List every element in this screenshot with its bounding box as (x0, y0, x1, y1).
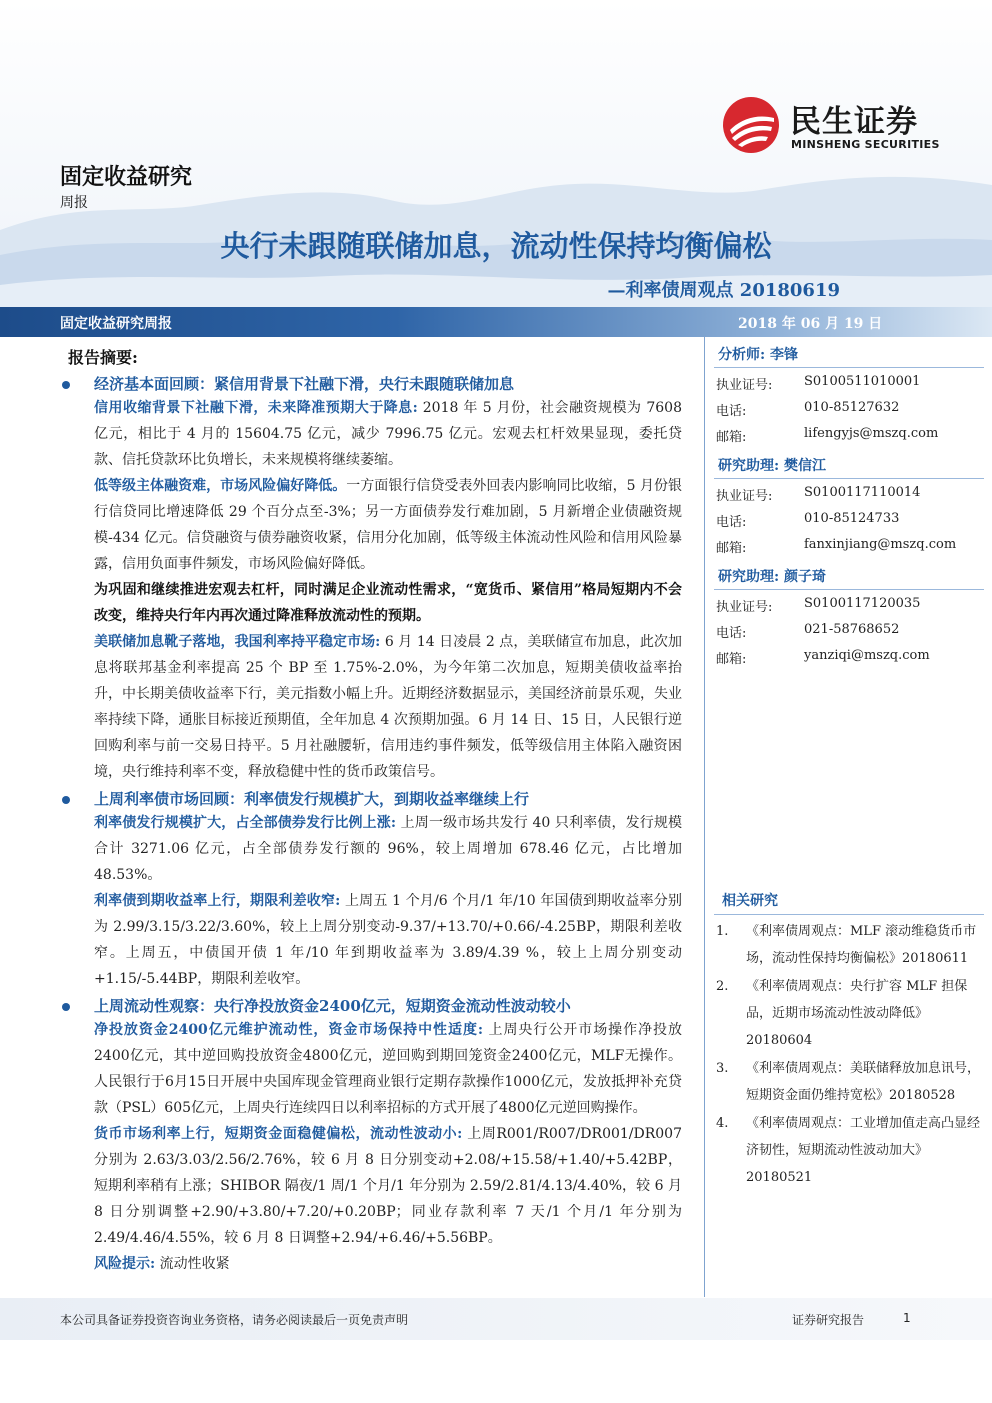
cert-label: 执业证号: (716, 489, 773, 504)
footer-disclaimer: 本公司具备证券投资咨询业务资格，请务必阅读最后一页免责声明 (60, 1313, 409, 1327)
paragraph: 低等级主体融资难，市场风险偏好降低。一方面银行信贷受表外回表内影响同比收缩，5 月份银行信贷同比增速降低 29 个百分点至-3%；另一方面债券发行难加剧，5 月新增企业债融资规模-434 亿元。信贷融资与债券融资收紧，信用分化加剧，低等级主体流动性风险和信用风险暴露，信用负面事件频发，市场风险偏好降低。 (94, 478, 682, 572)
related-item[interactable]: 2. 《利率债周观点：央行扩容 MLF 担保品，近期市场流动性波动降低》20180604 (716, 979, 968, 1048)
email-address[interactable]: yanziqi@mszq.com (804, 648, 930, 663)
related-item[interactable]: 4. 《利率债周观点：工业增加值走高凸显经济韧性，短期流动性波动加大》20180521 (716, 1116, 981, 1185)
tel-label: 电话: (716, 404, 747, 419)
analyst-name: 颜子琦 (784, 569, 827, 585)
report-type: 周报 (60, 195, 88, 211)
related-item[interactable]: 3. 《利率债周观点：美联储释放加息讯号，短期资金面仍维持宽松》20180528 (716, 1061, 981, 1103)
analyst-role: 研究助理: 樊信江 (714, 452, 984, 479)
related-item[interactable]: 1. 《利率债周观点：MLF 滚动维稳货币市场，流动性保持均衡偏松》20180611 (716, 924, 977, 966)
mail-label: 邮箱: (716, 430, 747, 445)
minsheng-logo-icon (722, 96, 780, 154)
tel-number: 021-58768652 (804, 622, 900, 637)
brand-name-en: MINSHENG SECURITIES (791, 138, 940, 151)
report-title: 央行未跟随联储加息，流动性保持均衡偏松 (220, 229, 772, 263)
analyst-sidebar (714, 341, 984, 674)
bullet-icon (62, 381, 70, 389)
page-number: 1 (903, 1311, 911, 1325)
section-heading-liquidity: 上周流动性观察：央行净投放资金2400亿元，短期资金流动性波动较小 (60, 996, 682, 1017)
column-divider (704, 337, 705, 1297)
report-category: 固定收益研究 (60, 165, 193, 190)
section-heading-rates-market: 上周利率债市场回顾：利率债发行规模扩大，到期收益率继续上行 (60, 789, 682, 810)
mail-label: 邮箱: (716, 652, 747, 667)
cert-number: S0100117110014 (804, 485, 921, 500)
band-report-name: 固定收益研究周报 (60, 316, 172, 332)
cert-number: S0100117120035 (804, 596, 921, 611)
paragraph: 货币市场利率上行，短期资金面稳健偏松，流动性波动小: 上周R001/R007/DR001/DR007 分别为 2.63/3.03/2.56/2.76%，较 6 月 8 日分别变动+2.08/+15.58/+1.40/+5.42BP，短期利率稍有上涨；SHIBOR 隔夜/1 周/1 个月/1 年分别为 2.59/2.81/4.13/4.40%，较 6 月 8 日分别调整+2.90/+3.80/+7.20/+0.20BP；同业存款利率 7 天/1 个月/1 年分别为 2.49/4.46/4.55%，较 6 月 8 日调整+2.94/+6.46/+5.56BP。 (94, 1126, 682, 1246)
analyst-role: 分析师: 李锋 (714, 341, 984, 368)
paragraph: 利率债到期收益率上行，期限利差收窄: 上周五 1 个月/6 个月/1 年/10 年国债到期收益率分别为 2.99/3.15/3.22/3.60%，较上上周分别变动-9.37/+13.70/+0.66/-4.25BP，期限利差收窄。上周五，中债国开债 1 年/10 年到期收益率为 3.89/4.39 %，较上上周分别变动+1.15/-5.44BP，期限利差收窄。 (94, 893, 682, 987)
related-research-list (714, 918, 984, 1192)
tel-number: 010-85124733 (804, 511, 900, 526)
analyst-card (714, 341, 984, 452)
title-band (0, 307, 992, 337)
band-date: 2018 年 06 月 19 日 (738, 316, 883, 332)
abstract-column (60, 345, 682, 1277)
paragraph-emphasis: 为巩固和继续推进宏观去杠杆，同时满足企业流动性需求，“宽货币、紧信用”格局短期内不会改变，维持央行年内再次通过降准释放流动性的预期。 (94, 582, 682, 624)
cert-label: 执业证号: (716, 378, 773, 393)
email-address[interactable]: lifengyjs@mszq.com (804, 426, 939, 441)
paragraph: 美联储加息靴子落地，我国利率持平稳定市场: 6 月 14 日凌晨 2 点，美联储宣布加息，此次加息将联邦基金利率提高 25 个 BP 至 1.75%-2.0%，为今年第二次加息，短期美债收益率抬升，中长期美债收益率下行，美元指数小幅上升。近期经济数据显示，美国经济前景乐观，失业率持续下降，通胀目标接近预期值，全年加息 4 次预期加强。6 月 14 日、15 日，人民银行逆回购利率与前一交易日持平。5 月社融腰斩，信用违约事件频发，低等级信用主体陷入融资困境，央行维持利率不变，释放稳健中性的货币政策信号。 (94, 634, 682, 780)
bullet-icon (62, 796, 70, 804)
tel-number: 010-85127632 (804, 400, 900, 415)
brand-logo (722, 92, 962, 156)
email-address[interactable]: fanxinjiang@mszq.com (804, 537, 957, 552)
analyst-card (714, 563, 984, 674)
risk-warning: 风险提示: 流动性收紧 (94, 1256, 230, 1272)
analyst-card (714, 452, 984, 563)
brand-name-cn: 民生证券 (790, 104, 918, 140)
cert-number: S0100511010001 (804, 374, 921, 389)
paragraph: 信用收缩背景下社融下滑，未来降准预期大于降息: 2018 年 5 月份，社会融资规模为 7608 亿元，相比于 4 月的 15604.75 亿元，减少 7996.75 亿元。宏观去杠杆效果显现，委托贷款、信托贷款环比负增长，未来规模将继续萎缩。 (94, 400, 682, 468)
cert-label: 执业证号: (716, 600, 773, 615)
tel-label: 电话: (716, 626, 747, 641)
analyst-name: 李锋 (770, 347, 799, 363)
report-subtitle: —利率债周观点 20180619 (607, 280, 840, 301)
section-heading-economy: 经济基本面回顾：紧信用背景下社融下滑，央行未跟随联储加息 (60, 374, 682, 395)
related-research-title: 相关研究 (714, 888, 984, 915)
analyst-name: 樊信江 (784, 458, 827, 474)
footer-report-label: 证券研究报告 (792, 1313, 865, 1327)
analyst-role: 研究助理: 颜子琦 (714, 563, 984, 590)
mail-label: 邮箱: (716, 541, 747, 556)
tel-label: 电话: (716, 515, 747, 530)
paragraph: 利率债发行规模扩大，占全部债券发行比例上涨: 上周一级市场共发行 40 只利率债，发行规模合计 3271.06 亿元，占全部债券发行额的 96%，较上周增加 678.46 亿元，占比增加 48.53%。 (94, 815, 683, 883)
bullet-icon (62, 1003, 70, 1011)
paragraph: 净投放资金2400亿元维护流动性，资金市场保持中性适度: 上周央行公开市场操作净投放2400亿元，其中逆回购投放资金4800亿元，逆回购到期回笼资金2400亿元，MLF无操作。人民银行于6月15日开展中央国库现金管理商业银行定期存款操作1000亿元，发放抵押补充贷款（PSL）605亿元，上周央行连续四日以利率招标的方式开展了4800亿元逆回购操作。 (94, 1022, 682, 1116)
abstract-title: 报告摘要: (68, 348, 138, 367)
